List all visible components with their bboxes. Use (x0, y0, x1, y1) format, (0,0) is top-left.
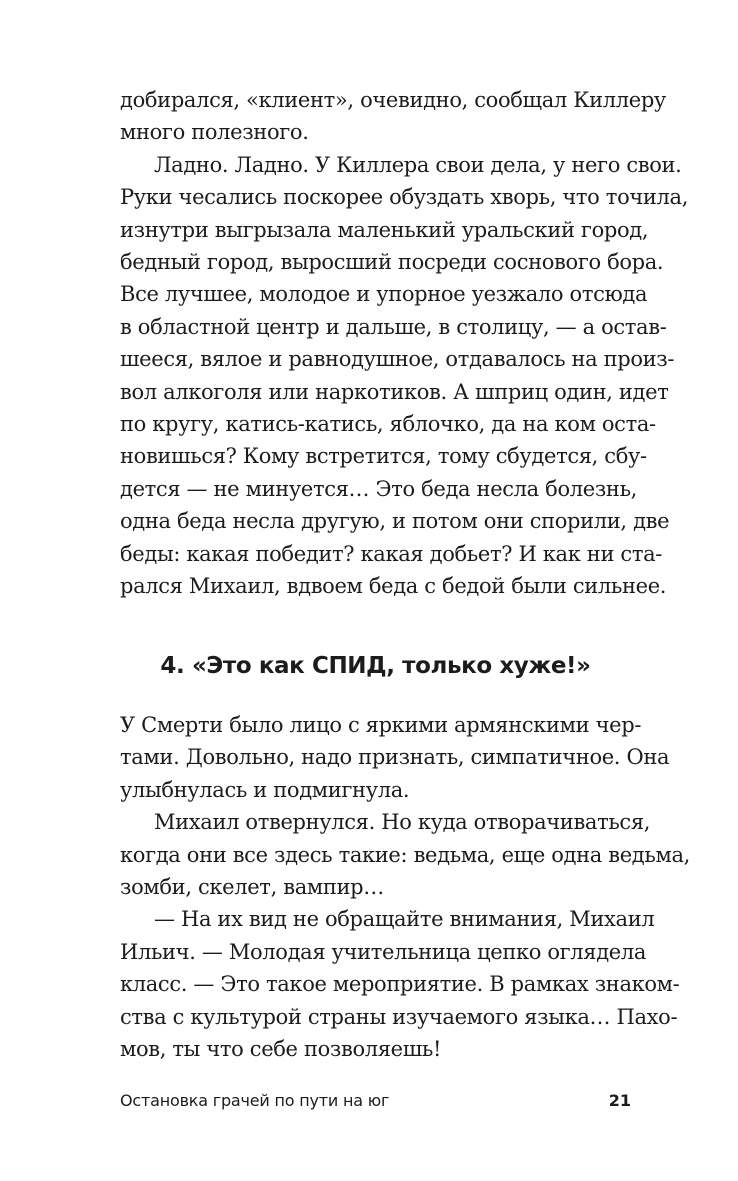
text-line: в областной центр и дальше, в столицу, — а остав- (120, 314, 667, 339)
text-line: изнутри выгрызала маленький уральский город, (120, 217, 649, 242)
text-line: зомби, скелет, вампир… (120, 875, 384, 899)
text-line: Все лучшее, молодое и упорное уезжало отсюда (120, 282, 648, 307)
text-line: тами. Довольно, надо признать, симпатичное. Она (120, 745, 670, 770)
text-line: Ильич. — Молодая учительница цепко оглядела (120, 939, 647, 964)
chapter-heading: 4. «Это как СПИД, только хуже!» (160, 653, 591, 679)
text-line: мов, ты что себе позволяешь! (120, 1037, 442, 1061)
text-line: — На их вид не обращайте внимания, Михаил (154, 907, 655, 932)
text-line: когда они все здесь такие: ведьма, еще одна ведьма, (120, 842, 690, 867)
text-line: Ладно. Ладно. У Киллера свои дела, у него свои. (154, 152, 682, 177)
text-line: Руки чесались поскорее обуздать хворь, что точила, (120, 185, 689, 210)
text-line: добирался, «клиент», очевидно, сообщал Киллеру (120, 88, 666, 112)
page-number: 21 (608, 1091, 631, 1110)
text-line: беды: какая победит? какая добьет? И как ни ста- (120, 541, 663, 566)
text-line: У Смерти было лицо с яркими армянскими чер- (120, 713, 642, 737)
text-line: улыбнулась и подмигнула. (120, 777, 410, 802)
text-line: дется — не минуется… Это беда несла болезнь, (120, 476, 637, 501)
text-line: бедный город, выросший посреди соснового бора. (120, 250, 664, 274)
text-line: много полезного. (120, 120, 309, 145)
text-line: ства с культурой страны изучаемого языка… Пахо- (120, 1004, 678, 1029)
running-footer-title: Остановка грачей по пути на юг (120, 1091, 390, 1110)
text-line: рался Михаил, вдвоем беда с бедой были сильнее. (120, 574, 667, 598)
text-line: шееся, вялое и равнодушное, отдавалось на произ- (120, 347, 675, 372)
text-line: вол алкоголя или наркотиков. А шприц один, идет (120, 379, 669, 404)
text-line: по кругу, катись-катись, яблочко, да на ком оста- (120, 412, 656, 436)
text-line: класс. — Это такое мероприятие. В рамках знаком- (120, 972, 680, 997)
book-page (120, 0, 690, 1181)
text-line: одна беда несла другую, и потом они спорили, две (120, 509, 670, 534)
text-line: новишься? Кому встретится, тому сбудется, сбу- (120, 444, 647, 469)
text-line: Михаил отвернулся. Но куда отворачиваться, (154, 810, 651, 835)
